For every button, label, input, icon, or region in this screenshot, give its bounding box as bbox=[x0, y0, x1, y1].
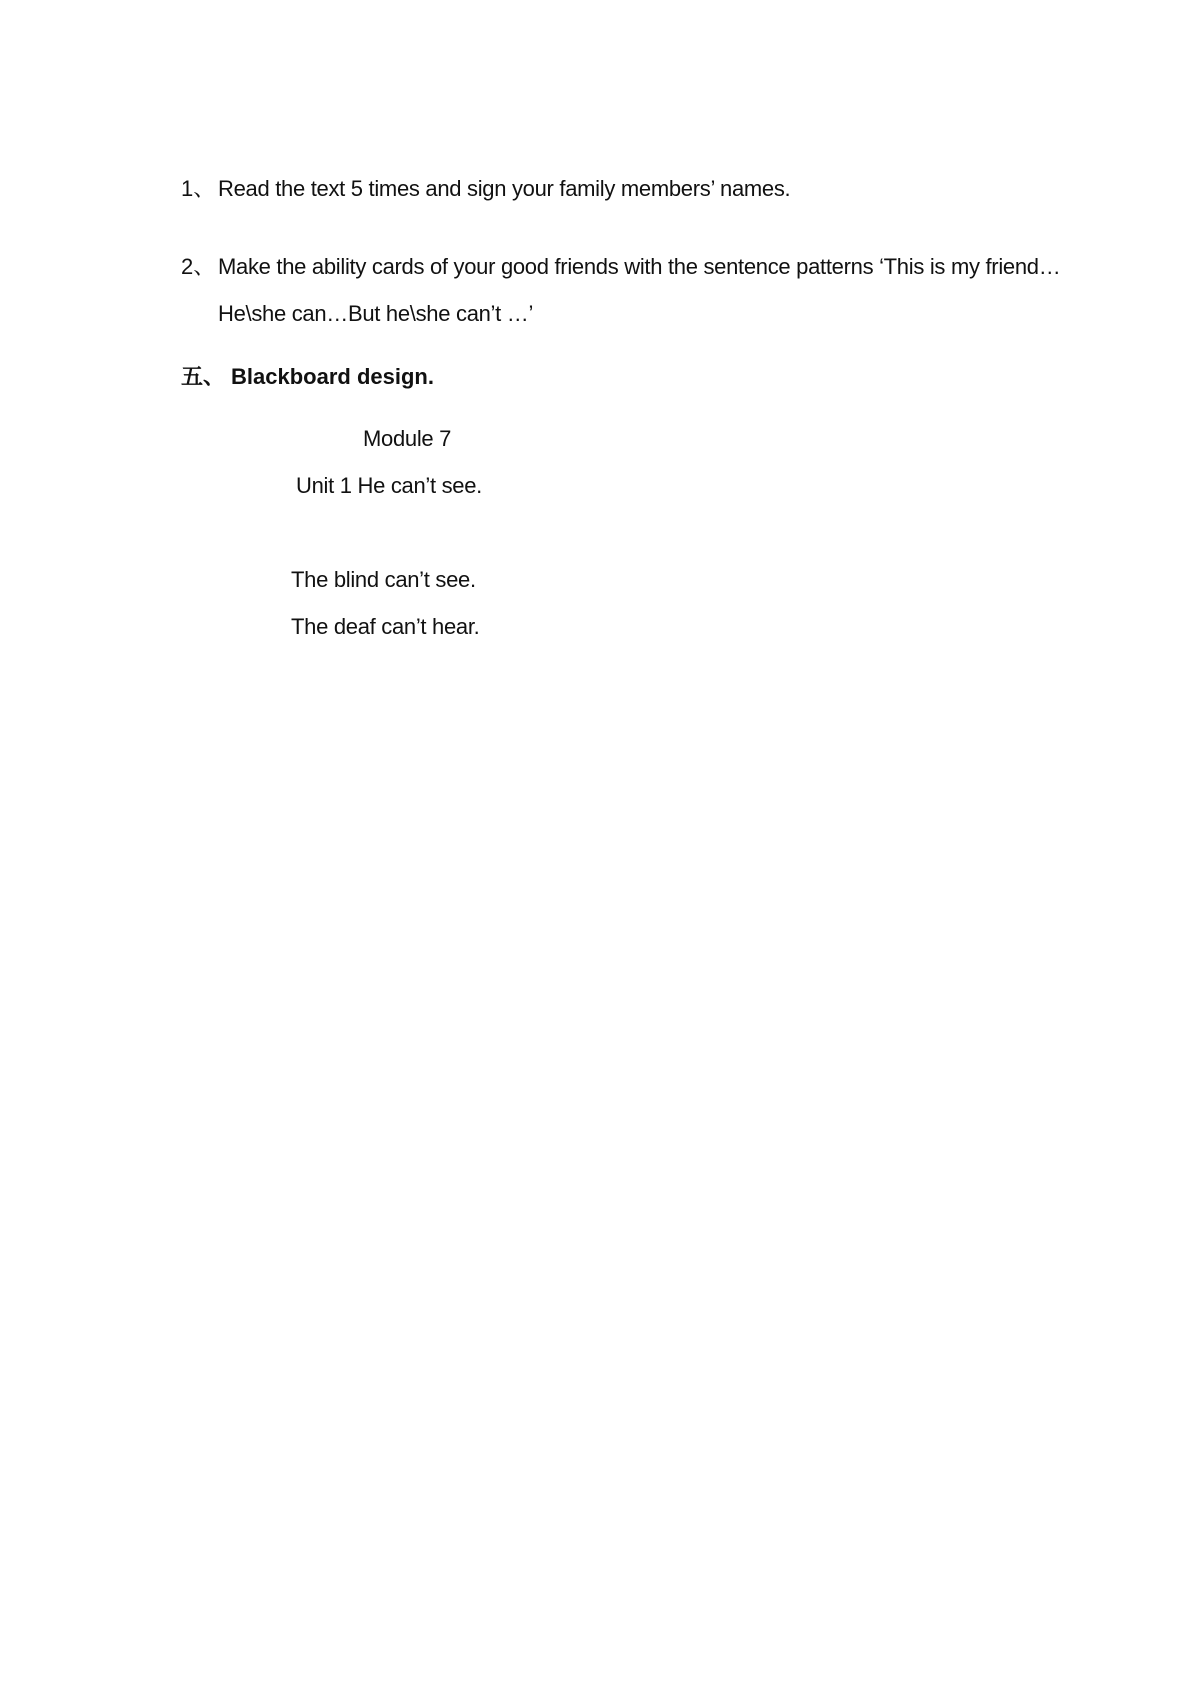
blackboard-unit: Unit 1 He can’t see. bbox=[296, 473, 482, 498]
item-2-number: 2、 bbox=[181, 254, 216, 279]
section-title: Blackboard design. bbox=[231, 364, 434, 389]
blackboard-sentence-2: The deaf can’t hear. bbox=[291, 614, 480, 639]
section-marker: 五、 bbox=[181, 365, 226, 390]
item-1-text: Read the text 5 times and sign your family members’ names. bbox=[218, 176, 791, 201]
item-2-text: Make the ability cards of your good friends with the sentence patterns ‘This is my friend… bbox=[218, 254, 1061, 279]
section-heading bbox=[181, 363, 434, 392]
item-2-continuation: He\she can…But he\she can’t …’ bbox=[218, 301, 534, 326]
blackboard-module: Module 7 bbox=[363, 426, 452, 451]
blackboard-sentence-1: The blind can’t see. bbox=[291, 567, 476, 592]
item-1-number: 1、 bbox=[181, 176, 216, 201]
